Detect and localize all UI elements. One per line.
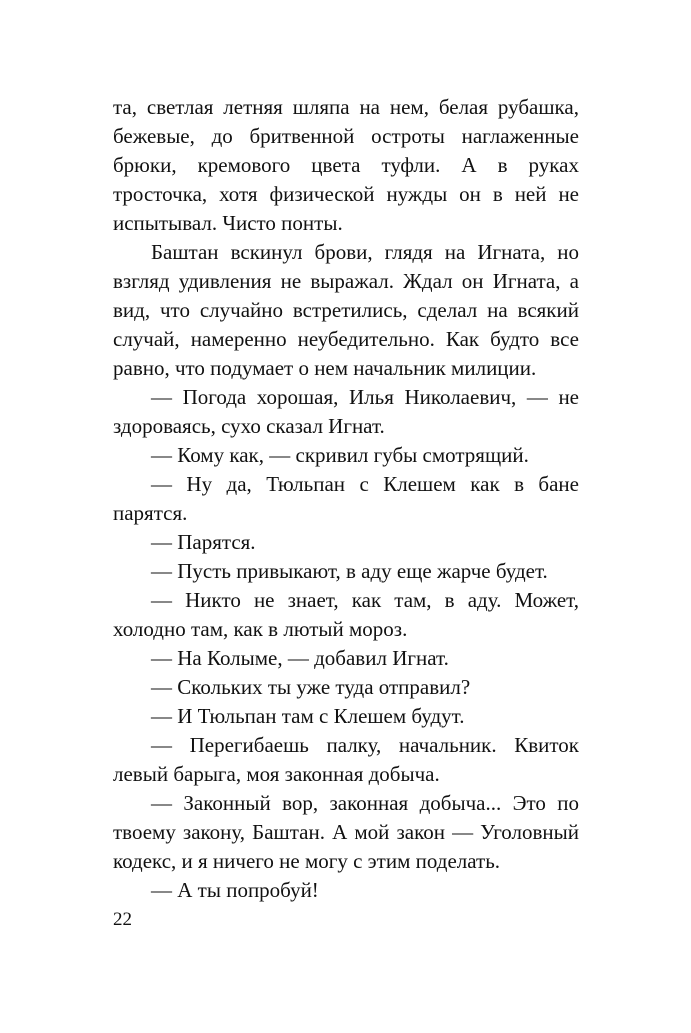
paragraph: та, светлая летняя шляпа на нем, белая рубашка, бежевые, до бритвенной остроты наглаженные брюки, кремового цвета туфли. А в руках тросточка, хотя физической нужды он в ней не испытывал. Чисто понты. xyxy=(113,95,579,235)
paragraph-dialogue: — Перегибаешь палку, начальник. Квиток левый барыга, моя законная добыча. xyxy=(113,733,579,786)
paragraph-dialogue: — И Тюльпан там с Клешем будут. xyxy=(151,704,465,728)
paragraph-dialogue: — Законный вор, законная добыча... Это по твоему закону, Баштан. А мой закон — Уголовный кодекс, и я ничего не могу с этим поделать. xyxy=(113,791,579,873)
paragraph-dialogue: — На Колыме, — добавил Игнат. xyxy=(151,646,449,670)
paragraph-dialogue: — Ну да, Тюльпан с Клешем как в бане парятся. xyxy=(113,472,579,525)
paragraph: Баштан вскинул брови, глядя на Игната, но взгляд удивления не выражал. Ждал он Игната, а вид, что случайно встретились, сделал на всякий случай, намеренно неубедительно. Как будто все равно, что подумает о нем начальник милиции. xyxy=(113,240,579,380)
paragraph-dialogue: — Пусть привыкают, в аду еще жарче будет. xyxy=(151,559,548,583)
page-text xyxy=(113,93,579,905)
paragraph-dialogue: — Парятся. xyxy=(151,530,256,554)
page-number: 22 xyxy=(113,909,132,930)
paragraph-dialogue: — Никто не знает, как там, в аду. Может, холодно там, как в лютый мороз. xyxy=(113,588,579,641)
paragraph-dialogue: — Погода хорошая, Илья Николаевич, — не здороваясь, сухо сказал Игнат. xyxy=(113,385,579,438)
paragraph-dialogue: — А ты попробуй! xyxy=(151,878,319,902)
paragraph-dialogue: — Кому как, — скривил губы смотрящий. xyxy=(151,443,529,467)
paragraph-dialogue: — Скольких ты уже туда отправил? xyxy=(151,675,471,699)
